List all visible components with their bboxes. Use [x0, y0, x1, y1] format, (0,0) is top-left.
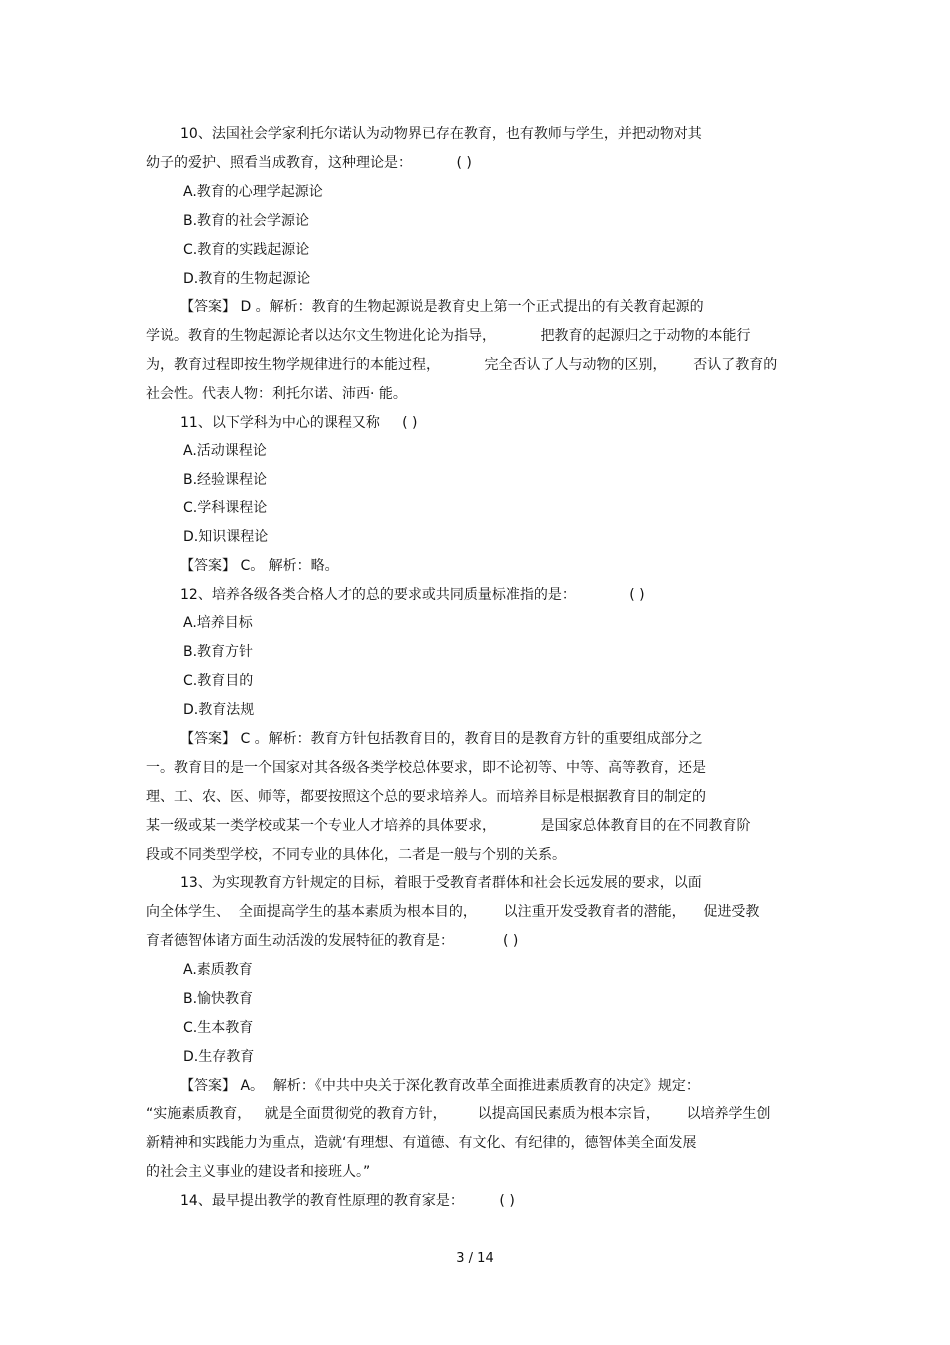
answer-10-line-1: 【答案】 D 。解析：教育的生物起源说是教育史上第一个正式提出的有关教育起源的: [180, 299, 704, 315]
answer-13-line-4: 的社会主义事业的建设者和接班人。”: [146, 1164, 371, 1180]
answer-12-line-5: 段或不同类型学校，不同专业的具体化，二者是一般与个别的关系。: [146, 847, 566, 863]
answer-12-line-2: 一。教育目的是一个国家对其各级各类学校总体要求，即不论初等、中等、高等教育，还是: [146, 760, 706, 776]
option-b: B.经验课程论: [183, 472, 268, 488]
answer-12-line-3: 理、工、农、医、师等，都要按照这个总的要求培养人。而培养目标是根据教育目的制定的: [146, 789, 706, 805]
option-a: A.活动课程论: [183, 443, 267, 459]
answer-13-line-3: 新精神和实践能力为重点，造就‘有理想、有道德、有文化、有纪律的，德智体美全面发展: [146, 1135, 697, 1151]
option-b: B.教育方针: [183, 644, 254, 660]
question-14: 14、最早提出教学的教育性原理的教育家是： ( ): [180, 1193, 515, 1209]
option-d: D.教育的生物起源论: [183, 271, 311, 287]
page-number: 3 / 14: [456, 1251, 494, 1266]
question-13-line-1: 13、为实现教育方针规定的目标，着眼于受教育者群体和社会长远发展的要求，以面: [180, 875, 702, 891]
question-11: 11、以下学科为中心的课程又称 ( ): [180, 415, 418, 431]
option-a: A.培养目标: [183, 615, 253, 631]
answer-10-line-4: 社会性。代表人物：利托尔诺、沛西· 能。: [146, 386, 407, 402]
answer-11: 【答案】 C。 解析：略。: [180, 558, 339, 574]
answer-10-line-2: 学说。教育的生物起源论者以达尔文生物进化论为指导， 把教育的起源归之于动物的本能行: [146, 328, 751, 344]
answer-10-line-3: 为，教育过程即按生物学规律进行的本能过程， 完全否认了人与动物的区别， 否认了教育的: [146, 357, 778, 373]
question-12: 12、培养各级各类合格人才的总的要求或共同质量标准指的是： ( ): [180, 587, 645, 603]
option-d: D.知识课程论: [183, 529, 269, 545]
option-c: C.教育的实践起源论: [183, 242, 310, 258]
question-10-line-1: 10、法国社会学家利托尔诺认为动物界已存在教育，也有教师与学生，并把动物对其: [180, 126, 702, 142]
option-b: B.教育的社会学源论: [183, 213, 310, 229]
question-13-line-2: 向全体学生、 全面提高学生的基本素质为根本目的， 以注重开发受教育者的潜能， 促进受教: [146, 904, 760, 920]
answer-12-line-1: 【答案】 C 。解析：教育方针包括教育目的，教育目的是教育方针的重要组成部分之: [180, 731, 703, 747]
option-b: B.愉快教育: [183, 991, 254, 1007]
option-c: C.学科课程论: [183, 500, 268, 516]
answer-13-line-1: 【答案】 A。 解析：《中共中央关于深化教育改革全面推进素质教育的决定》规定：: [180, 1078, 700, 1094]
question-13-line-3: 育者德智体诸方面生动活泼的发展特征的教育是： ( ): [146, 933, 519, 949]
option-d: D.教育法规: [183, 702, 255, 718]
option-c: C.生本教育: [183, 1020, 254, 1036]
answer-13-line-2: “实施素质教育， 就是全面贯彻党的教育方针， 以提高国民素质为根本宗旨， 以培养学生创: [146, 1106, 771, 1122]
option-a: A.教育的心理学起源论: [183, 184, 323, 200]
option-c: C.教育目的: [183, 673, 254, 689]
question-10-line-2: 幼子的爱护、照看当成教育，这种理论是： ( ): [146, 155, 472, 171]
option-d: D.生存教育: [183, 1049, 255, 1065]
option-a: A.素质教育: [183, 962, 253, 978]
answer-12-line-4: 某一级或某一类学校或某一个专业人才培养的具体要求， 是国家总体教育目的在不同教育阶: [146, 818, 751, 834]
